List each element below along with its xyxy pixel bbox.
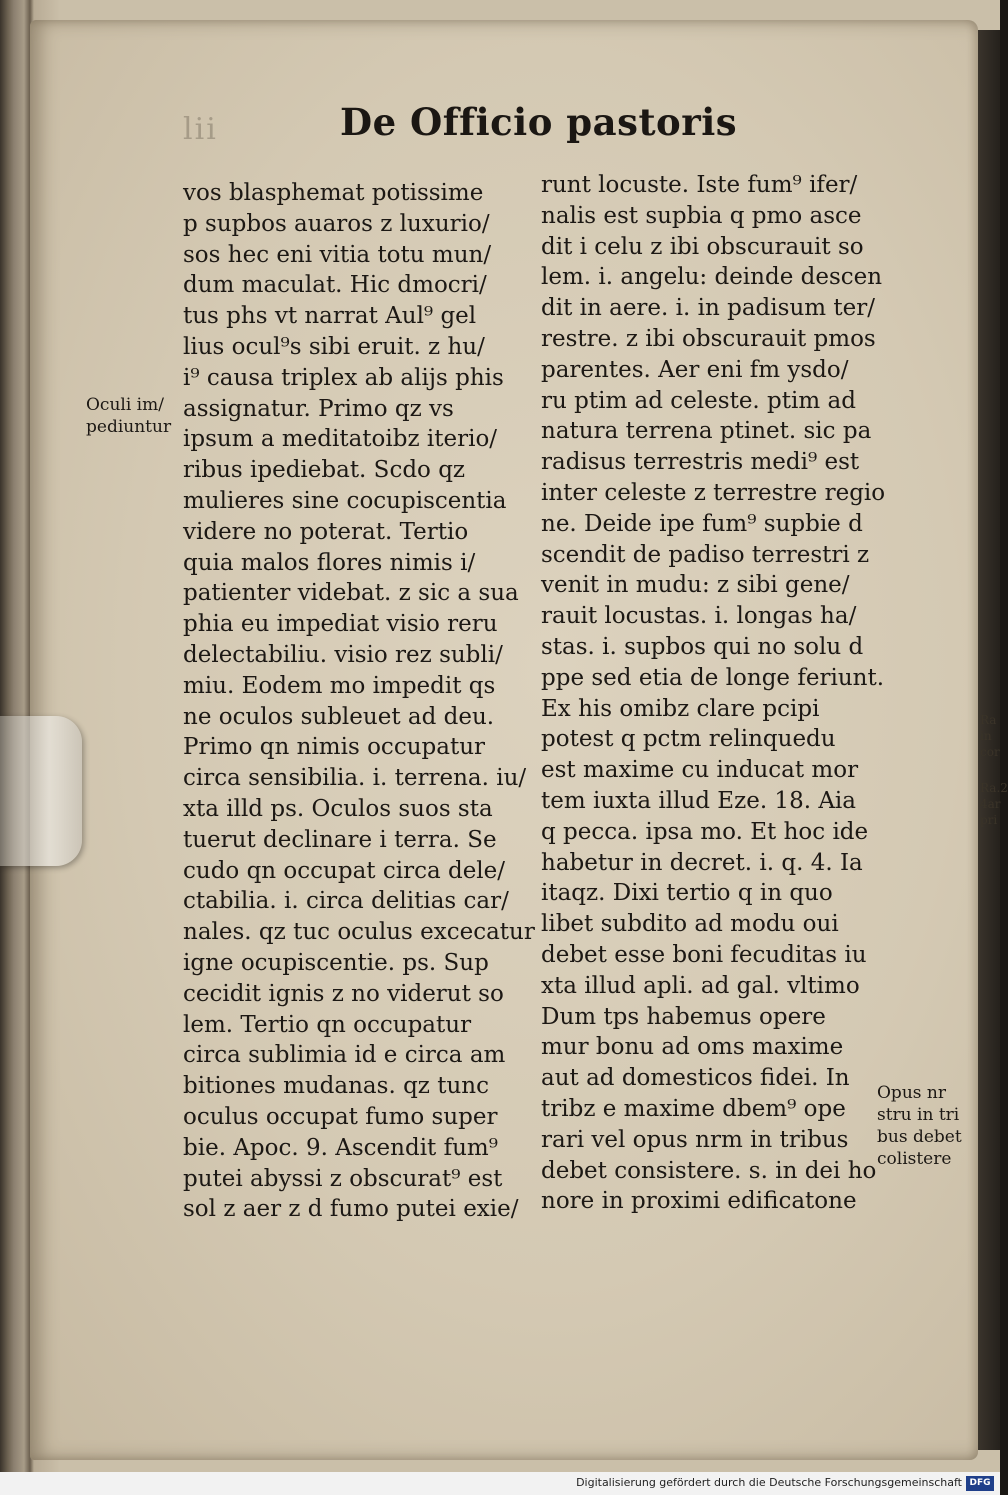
text-line: inter celeste z terrestre regio xyxy=(541,479,886,506)
text-line: rari vel opus nrm in tribus xyxy=(541,1126,849,1153)
faint-folio-mark: lii xyxy=(183,112,218,147)
text-line: circa sensibilia. i. terrena. iu/ xyxy=(183,765,527,792)
text-line: sol z aer z d fumo putei exie/ xyxy=(183,1196,519,1223)
text-line: mur bonu ad oms maxime xyxy=(541,1034,844,1061)
text-line: tuerut declinare i terra. Se xyxy=(183,826,497,853)
left-marginal-note xyxy=(86,394,171,438)
funding-credit: Digitalisierung gefördert durch die Deutsche Forschungsgemeinschaft xyxy=(576,1476,962,1489)
text-line: dit i celu z ibi obscurauit so xyxy=(541,233,864,260)
marginal-line: colistere xyxy=(877,1149,952,1169)
text-line: ribus ipediebat. Scdo qz xyxy=(183,457,466,484)
marginal-line: Ra xyxy=(980,713,997,727)
text-line: Dum tps habemus opere xyxy=(541,1003,826,1030)
running-head: De Officio pastoris xyxy=(340,100,738,144)
left-text-column xyxy=(183,178,535,1225)
text-line: debet esse boni fecuditas iu xyxy=(541,941,867,968)
text-line: phia eu impediat visio reru xyxy=(183,611,498,638)
text-line: igne ocupiscentie. ps. Sup xyxy=(183,949,489,976)
text-line: cecidit ignis z no viderut so xyxy=(183,980,504,1007)
text-line: dit in aere. i. in padisum ter/ xyxy=(541,295,875,322)
text-line: restre. z ibi obscurauit pmos xyxy=(541,325,876,352)
marginal-line: Oculi im/ xyxy=(86,395,164,415)
dfg-logo: DFG xyxy=(966,1476,994,1491)
text-line: bie. Apoc. 9. Ascendit fum⁹ xyxy=(183,1134,498,1161)
text-line: ne oculos subleuet ad deu. xyxy=(183,703,495,730)
text-line: tem iuxta illud Eze. 18. Aia xyxy=(541,787,857,814)
text-line: miu. Eodem mo impedit qs xyxy=(183,672,496,699)
text-line: assignatur. Primo qz vs xyxy=(183,395,454,422)
text-line: itaqz. Dixi tertio q in quo xyxy=(541,880,833,907)
text-line: xta illud apli. ad gal. vltimo xyxy=(541,972,860,999)
facing-page-marginal-fragment xyxy=(980,712,1008,828)
text-line: runt locuste. Iste fum⁹ ifer/ xyxy=(541,172,858,198)
text-line: libet subdito ad modu oui xyxy=(541,911,839,938)
text-line: cudo qn occupat circa dele/ xyxy=(183,857,506,884)
text-line: ru ptim ad celeste. ptim ad xyxy=(541,387,856,414)
text-line: Ex his omibz clare pcipi xyxy=(541,695,820,722)
text-line: scendit de padiso terrestri z xyxy=(541,541,870,568)
text-line: xta illd ps. Oculos suos sta xyxy=(183,795,493,822)
marginal-line: Opus nr xyxy=(877,1083,946,1103)
text-line: lem. i. angelu: deinde descen xyxy=(541,264,883,291)
page-clip xyxy=(0,716,82,866)
text-line: venit in mudu: z sibi gene/ xyxy=(541,572,850,599)
text-line: putei abyssi z obscurat⁹ est xyxy=(183,1165,503,1192)
marginal-line: in xyxy=(980,729,992,743)
marginal-line: bus debet xyxy=(877,1127,962,1147)
text-line: ne. Deide ipe fum⁹ supbie d xyxy=(541,510,863,537)
text-line: habetur in decret. i. q. 4. Ia xyxy=(541,849,863,876)
text-line: nore in proximi edificatone xyxy=(541,1188,857,1215)
marginal-line: cor xyxy=(980,745,1000,759)
marginal-line: pediuntur xyxy=(86,417,172,437)
text-line: oculus occupat fumo super xyxy=(183,1103,498,1130)
text-line: circa sublimia id e circa am xyxy=(183,1042,506,1069)
text-line: parentes. Aer eni fm ysdo/ xyxy=(541,356,849,383)
text-line: i⁹ causa triplex ab alijs phis xyxy=(183,364,504,391)
text-line: nalis est supbia q pmo asce xyxy=(541,202,862,229)
text-line: vos blasphemat potissime xyxy=(183,180,484,206)
text-line: rauit locustas. i. longas ha/ xyxy=(541,603,857,630)
right-text-column xyxy=(541,170,885,1217)
text-line: nales. qz tuc oculus excecatur xyxy=(183,919,535,946)
text-line: p supbos auaros z luxurio/ xyxy=(183,210,490,237)
text-line: natura terrena ptinet. sic pa xyxy=(541,418,872,445)
text-line: ppe sed etia de longe feriunt. xyxy=(541,664,885,691)
text-line: aut ad domesticos fidei. In xyxy=(541,1065,850,1092)
marginal-line: Ra.2 xyxy=(980,781,1008,795)
marginal-line: 4ar xyxy=(980,797,1001,811)
text-line: tribz e maxime dbem⁹ ope xyxy=(541,1095,846,1122)
text-line: dum maculat. Hic dmocri/ xyxy=(183,272,487,299)
text-line: q pecca. ipsa mo. Et hoc ide xyxy=(541,818,869,845)
text-line: debet consistere. s. in dei ho xyxy=(541,1157,877,1184)
marginal-line: stru in tri xyxy=(877,1105,960,1125)
text-line: potest q pctm relinquedu xyxy=(541,726,836,753)
text-line: ipsum a meditatoibz iterio/ xyxy=(183,426,498,453)
text-line: lius ocul⁹s sibi eruit. z hu/ xyxy=(183,333,485,360)
footer-bar xyxy=(0,1472,1000,1495)
text-line: ctabilia. i. circa delitias car/ xyxy=(183,888,509,915)
text-line: tus phs vt narrat Aul⁹ gel xyxy=(183,303,477,330)
text-line: delectabiliu. visio rez subli/ xyxy=(183,641,503,668)
marginal-line: pri xyxy=(980,813,998,827)
text-line: sos hec eni vitia totu mun/ xyxy=(183,241,492,268)
text-line: stas. i. supbos qui no solu d xyxy=(541,633,864,660)
text-line: mulieres sine cocupiscentia xyxy=(183,487,507,514)
text-line: radisus terrestris medi⁹ est xyxy=(541,449,860,476)
text-line: Primo qn nimis occupatur xyxy=(183,734,485,761)
text-line: lem. Tertio qn occupatur xyxy=(183,1011,472,1038)
right-marginal-note xyxy=(877,1082,962,1170)
text-line: est maxime cu inducat mor xyxy=(541,757,859,784)
text-line: patienter videbat. z sic a sua xyxy=(183,580,519,607)
text-line: quia malos flores nimis i/ xyxy=(183,549,476,576)
text-line: videre no poterat. Tertio xyxy=(183,518,469,545)
text-line: bitiones mudanas. qz tunc xyxy=(183,1073,489,1100)
